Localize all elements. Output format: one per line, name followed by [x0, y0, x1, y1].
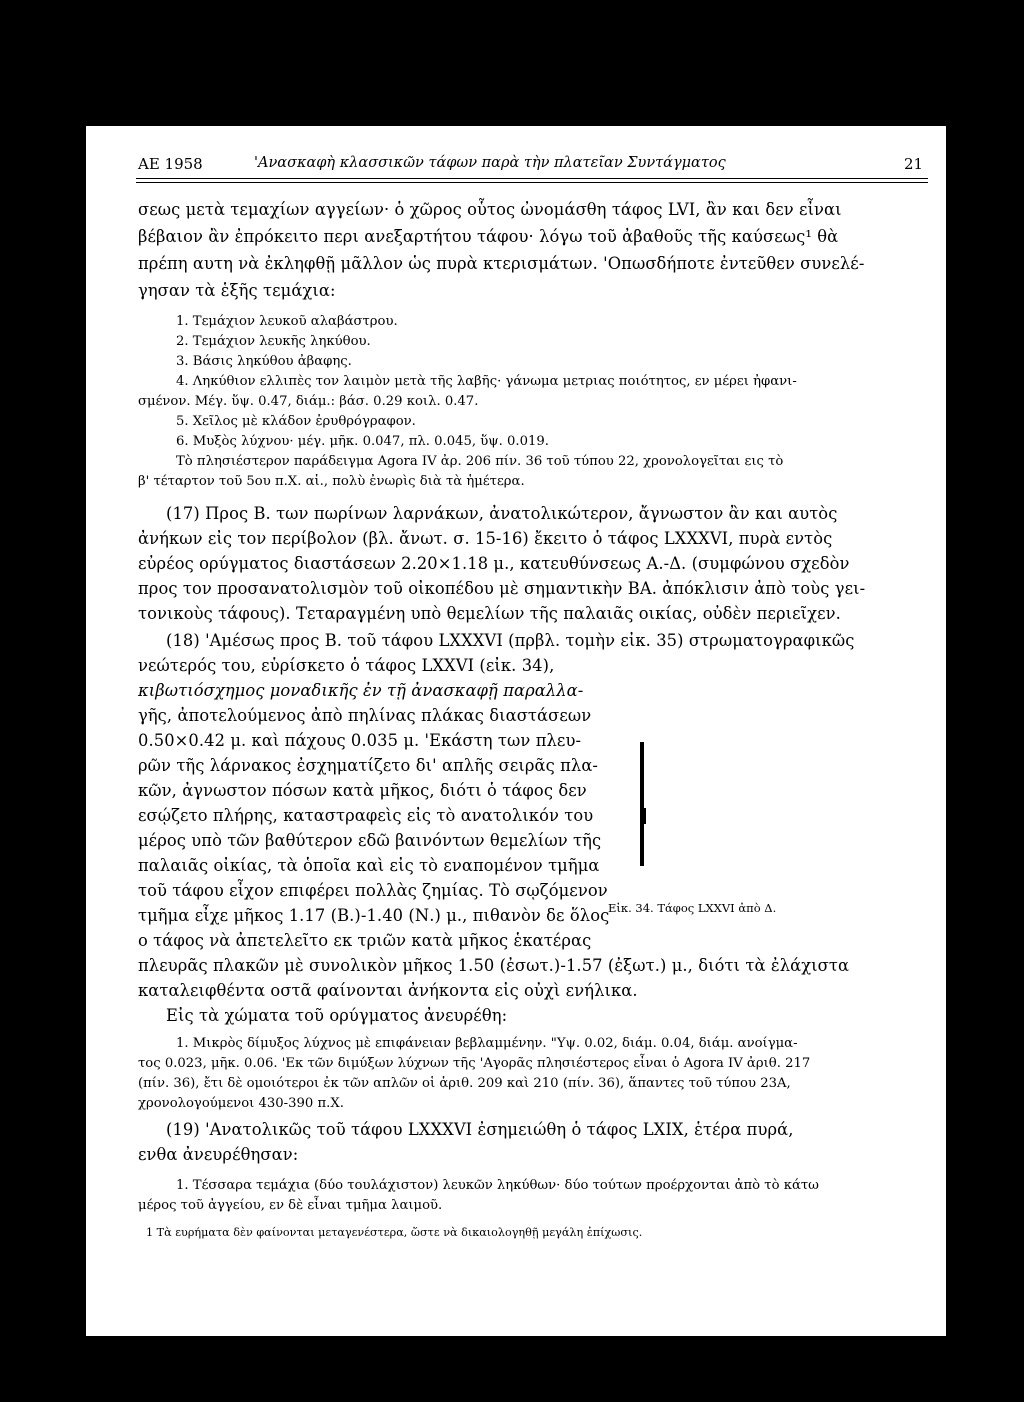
list-item: μέρος τοῦ ἀγγείου, εν δὲ εἶναι τμῆμα λαιμοῦ. — [138, 1198, 443, 1213]
text-line: προς τον προσανατολισμὸν τοῦ οἰκοπέδου μὲ σημαντικὴν ΒΑ. ἀπόκλισιν ἀπὸ τοὺς γει- — [138, 579, 866, 598]
list-item: (πίν. 36), ἔτι δὲ ομοιότεροι ἐκ τῶν απλῶν οἱ ἀριθ. 209 καὶ 210 (πίν. 36), ἅπαντες τοῦ τύπου 23Α, — [138, 1076, 791, 1091]
list-item: χρονολογούμενοι 430-390 π.Χ. — [138, 1096, 344, 1111]
text-line: ενθα ἀνευρέθησαν: — [138, 1145, 299, 1164]
list-item: 1. Μικρὸς δίμυξος λύχνος μὲ επιφάνειαν βεβλαμμένην. "Υψ. 0.02, διάμ. 0.04, διάμ. ανοίγμα- — [176, 1036, 798, 1051]
figure-image-detail — [644, 808, 646, 824]
text-line: νεώτερός του, εὑρίσκετο ὁ τάφος LXXVI (εἰκ. 34), — [138, 656, 555, 675]
text-line: τοῦ τάφου εἶχον επιφέρει πολλὰς ζημίας. Τὸ σῳζόμενον — [138, 881, 608, 900]
list-item: 2. Τεμάχιον λευκῆς ληκύθου. — [176, 334, 371, 349]
page-number: 21 — [904, 155, 924, 173]
text-line: ρῶν τῆς λάρνακος ἐσχηματίζετο δι' απλῆς σειρᾶς πλα- — [138, 756, 599, 775]
list-item: 5. Χεῖλος μὲ κλάδον ἐρυθρόγραφον. — [176, 414, 416, 429]
text-line: τμῆμα εἶχε μῆκος 1.17 (Β.)-1.40 (Ν.) μ., πιθανὸν δε ὅλος — [138, 906, 610, 925]
text-line: πλευρᾶς πλακῶν μὲ συνολικὸν μῆκος 1.50 (ἐσωτ.)-1.57 (ἐξωτ.) μ., διότι τὰ ἐλάχιστα — [138, 956, 850, 975]
text-line: 0.50×0.42 μ. καὶ πάχους 0.035 μ. 'Εκάστη των πλευ- — [138, 731, 582, 750]
list-item: 1. Τέσσαρα τεμάχια (δύο τουλάχιστον) λευκῶν ληκύθων· δύο τούτων προέρχονται ἀπὸ τὸ κάτω — [176, 1178, 819, 1193]
text-line: εσῴζετο πλήρης, καταστραφεὶς εἰς τὸ ανατολικόν του — [138, 806, 594, 825]
list-item: β' τέταρτον τοῦ 5ου π.Χ. αἱ., πολὺ ἐνωρὶς διὰ τὰ ἡμέτερα. — [138, 474, 525, 489]
text-line: (19) 'Ανατολικῶς τοῦ τάφου LXXXVI ἐσημειώθη ὁ τάφος LXIX, ἑτέρα πυρά, — [166, 1120, 794, 1139]
text-line: κιβωτιόσχημος μοναδικῆς ἐν τῇ ἀνασκαφῇ παραλλα- — [138, 681, 584, 700]
text-line: καταλειφθέντα οστᾶ φαίνονται ἀνήκοντα εἰς οὐχὶ ενήλικα. — [138, 981, 638, 1000]
document-page — [86, 126, 946, 1336]
list-item: σμένον. Μέγ. ὕψ. 0.47, διάμ.: βάσ. 0.29 κοιλ. 0.47. — [138, 394, 479, 409]
text-line: (17) Προς Β. των πωρίνων λαρνάκων, ἀνατολικώτερον, ἄγνωστον ἂν και αυτὸς — [166, 504, 838, 523]
text-line: Εἰς τὰ χώματα τοῦ ορύγματος ἀνευρέθη: — [166, 1006, 508, 1025]
journal-abbreviation: ΑΕ 1958 — [138, 155, 203, 173]
running-title: 'Ανασκαφὴ κλασσικῶν τάφων παρὰ τὴν πλατεῖαν Συντάγματος — [254, 155, 726, 171]
list-item: 4. Ληκύθιον ελλιπὲς τον λαιμὸν μετὰ τῆς λαβῆς· γάνωμα μετριας ποιότητος, εν μέρει ἠφανι- — [176, 374, 797, 389]
text-line: σεως μετὰ τεμαχίων αγγείων· ὁ χῶρος οὗτος ὠνομάσθη τάφος LVI, ἂν και δεν εἶναι — [138, 200, 842, 219]
list-item: τος 0.023, μῆκ. 0.06. 'Εκ τῶν διμύξων λύχνων τῆς 'Αγορᾶς πλησιέστερος εἶναι ὁ Agora IV ἀριθ. 217 — [138, 1056, 811, 1071]
text-line: πρέπη αυτη νὰ ἐκληφθῇ μᾶλλον ὡς πυρὰ κτερισμάτων. 'Οπωσδήποτε ἐντεῦθεν συνελέ- — [138, 254, 865, 273]
text-line: ο τάφος νὰ ἀπετελεῖτο εκ τριῶν κατὰ μῆκος ἑκατέρας — [138, 931, 592, 950]
list-item: Τὸ πλησιέστερον παράδειγμα Agora IV ἀρ. 206 πίν. 36 τοῦ τύπου 22, χρονολογεῖται εις τὸ — [176, 454, 784, 469]
list-item: 3. Βάσις ληκύθου ἀβαφης. — [176, 354, 352, 369]
text-line: εὐρέος ορύγματος διαστάσεων 2.20×1.18 μ., κατευθύνσεως Α.-Δ. (συμφώνου σχεδὸν — [138, 554, 850, 573]
text-line: μέρος υπὸ τῶν βαθύτερον εδῶ βαινόντων θεμελίων τῆς — [138, 831, 602, 850]
figure-caption: Εἰκ. 34. Τάφος LXXVI ἀπὸ Δ. — [608, 901, 777, 915]
text-line: κῶν, ἀγνωστον πόσων κατὰ μῆκος, διότι ὁ τάφος δεν — [138, 781, 587, 800]
header-rule-bottom — [136, 182, 928, 183]
text-line: γῆς, ἀποτελούμενος ἀπὸ πηλίνας πλάκας διαστάσεων — [138, 706, 592, 725]
footnote: 1 Τὰ ευρήματα δὲν φαίνονται μεταγενέστερα, ὥστε νὰ δικαιολογηθῇ μεγάλη ἐπίχωσις. — [146, 1226, 643, 1239]
list-item: 1. Τεμάχιον λευκοῦ αλαβάστρου. — [176, 314, 398, 329]
text-line: βέβαιον ἂν ἐπρόκειτο περι ανεξαρτήτου τάφου· λόγω τοῦ ἀβαθοῦς τῆς καύσεως¹ θὰ — [138, 227, 839, 246]
text-line: ἀνήκων εἰς τον περίβολον (βλ. ἄνωτ. σ. 15-16) ἔκειτο ὁ τάφος LXXXVI, πυρὰ εντὸς — [138, 529, 833, 548]
figure-image — [640, 742, 644, 866]
text-line: παλαιᾶς οἰκίας, τὰ ὁποῖα καὶ εἰς τὸ εναπομένον τμῆμα — [138, 856, 600, 875]
text-line: γησαν τὰ ἑξῆς τεμάχια: — [138, 281, 336, 300]
list-item: 6. Μυξὸς λύχνου· μέγ. μῆκ. 0.047, πλ. 0.045, ὕψ. 0.019. — [176, 434, 549, 449]
text-line: τονικοὺς τάφους). Τεταραγμένη υπὸ θεμελίων τῆς παλαιᾶς οικίας, οὐδὲν περιεῖχεν. — [138, 604, 841, 623]
text-line: (18) 'Αμέσως προς Β. τοῦ τάφου LXXXVI (πρβλ. τομὴν εἰκ. 35) στρωματογραφικῶς — [166, 631, 855, 650]
header-rule-top — [136, 178, 928, 179]
